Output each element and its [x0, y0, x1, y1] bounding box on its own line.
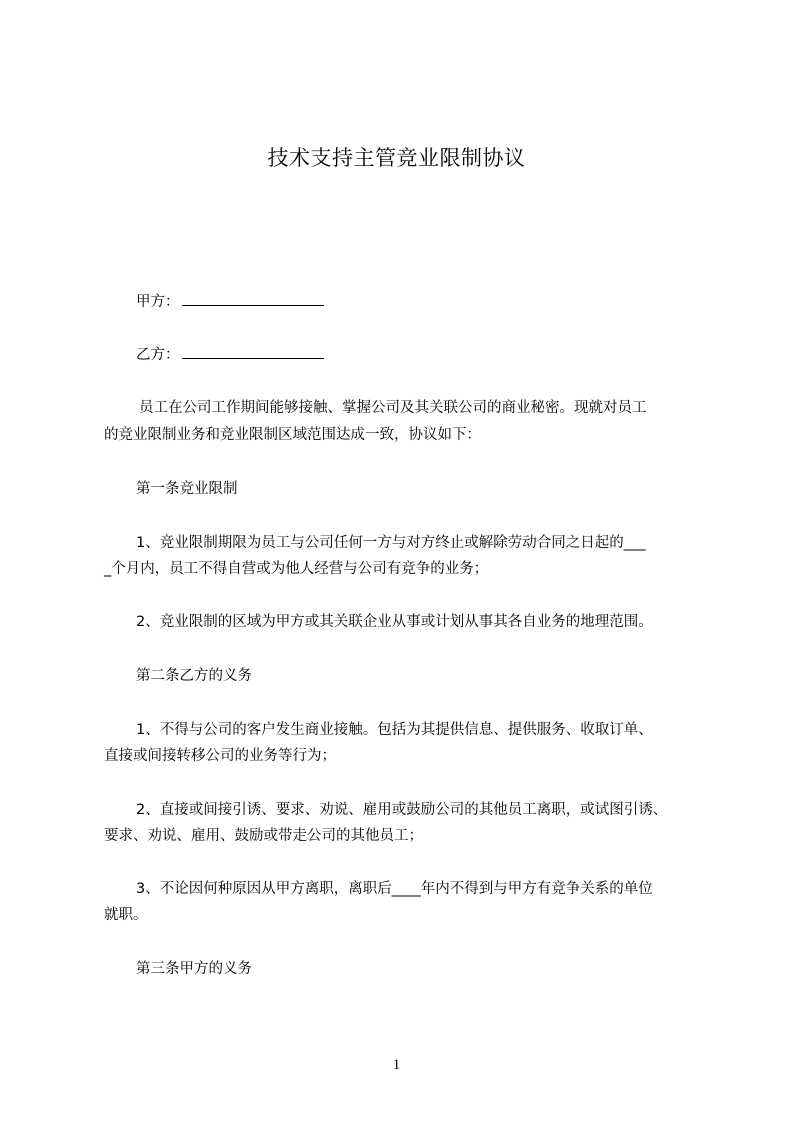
article-1-para-1-line-1: 1、竞业限制期限为员工与公司任何一方与对方终止或解除劳动合同之日起的___ [136, 535, 646, 551]
article-1-heading: 第一条竞业限制 [136, 481, 238, 497]
article-2-para-2-line-1: 2、直接或间接引诱、要求、劝说、雇用或鼓励公司的其他员工离职，或试图引诱、 [136, 802, 668, 818]
party-b-line [136, 344, 736, 365]
party-a-line [136, 291, 736, 312]
article-3-heading: 第三条甲方的义务 [136, 961, 252, 977]
document-title: 技术支持主管竞业限制协议 [267, 146, 526, 170]
page-number: 1 [392, 1057, 401, 1073]
party-b-blank [182, 344, 324, 359]
article-2-para-3-line-2: 就职。 [104, 907, 148, 923]
article-2-para-1-line-1: 1、不得与公司的客户发生商业接触。包括为其提供信息、提供服务、收取订单、 [136, 722, 653, 738]
intro-line-1: 员工在公司工作期间能够接触、掌握公司及其关联公司的商业秘密。现就对员工 [139, 400, 647, 416]
article-1-para-1-line-2: _个月内，员工不得自营或为他人经营与公司有竞争的业务； [104, 561, 489, 577]
article-2-para-3-line-1: 3、不论因何种原因从甲方离职，离职后____年内不得到与甲方有竞争关系的单位 [136, 881, 653, 897]
party-a-label: 甲方： [136, 294, 180, 310]
article-1-para-2: 2、竞业限制的区域为甲方或其关联企业从事或计划从事其各自业务的地理范围。 [136, 614, 653, 630]
party-b-label: 乙方： [136, 347, 180, 363]
intro-line-2: 的竞业限制业务和竞业限制区域范围达成一致，协议如下： [104, 427, 481, 443]
article-2-para-1-line-2: 直接或间接转移公司的业务等行为； [104, 748, 336, 764]
article-2-para-2-line-2: 要求、劝说、雇用、鼓励或带走公司的其他员工； [104, 828, 423, 844]
party-a-blank [182, 291, 324, 306]
article-2-heading: 第二条乙方的义务 [136, 668, 252, 684]
